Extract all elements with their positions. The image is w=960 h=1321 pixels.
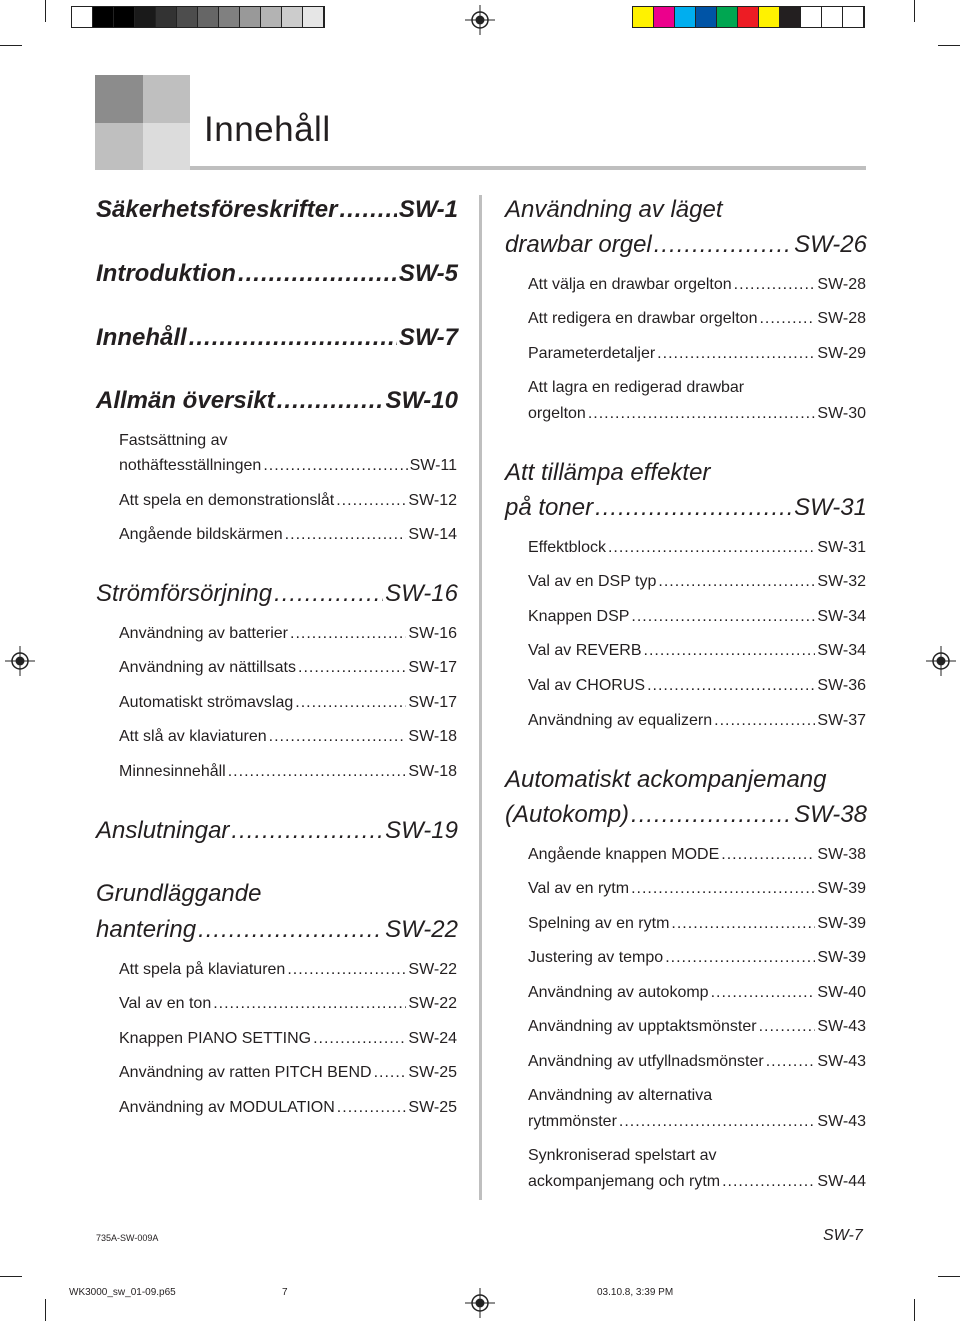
toc-entry-label: Spelning av en rytm: [528, 915, 670, 932]
dot-leader: [631, 801, 792, 829]
toc-heading-label: drawbar orgel: [505, 231, 652, 258]
slug-filename: WK3000_sw_01-09.p65: [69, 1287, 176, 1298]
toc-entry-label: Användning av equalizern: [528, 712, 713, 729]
toc-entry-page: SW-43: [817, 1053, 866, 1070]
dot-leader: [766, 1053, 816, 1071]
toc-entry[interactable]: [119, 457, 457, 475]
toc-heading[interactable]: [505, 494, 867, 522]
registration-mark-icon: [465, 5, 495, 35]
toc-entry[interactable]: [119, 1030, 457, 1048]
toc-heading[interactable]: [96, 196, 458, 224]
dot-leader: [734, 276, 816, 294]
toc-entry[interactable]: [119, 526, 457, 544]
toc-entry-page: SW-16: [408, 625, 457, 642]
crop-mark: [938, 45, 960, 46]
toc-entry-label: Angående bildskärmen: [119, 526, 283, 543]
dot-leader: [189, 324, 397, 352]
toc-entry-label: Val av en DSP typ: [528, 573, 657, 590]
dot-leader: [339, 196, 396, 224]
toc-entry[interactable]: [528, 949, 866, 967]
toc-entry-page: SW-38: [817, 846, 866, 863]
crop-mark: [914, 1299, 915, 1321]
toc-heading-line1: Att tillämpa effekter: [505, 459, 711, 486]
toc-entry-page: SW-34: [817, 642, 866, 659]
toc-entry-page: SW-22: [408, 961, 457, 978]
dot-leader: [608, 539, 815, 557]
toc-heading-page: SW-31: [794, 494, 867, 521]
toc-entry-page: SW-43: [817, 1018, 866, 1035]
dot-leader: [722, 1173, 815, 1191]
toc-entry-label: Knappen DSP: [528, 608, 630, 625]
toc-entry-label: Användning av MODULATION: [119, 1099, 335, 1116]
toc-heading-page: SW-10: [385, 387, 458, 414]
toc-heading-label: på toner: [505, 494, 594, 521]
toc-entry-label: Parameterdetaljer: [528, 345, 656, 362]
toc-entry-label: Användning av nättillsats: [119, 659, 296, 676]
toc-heading-page: SW-22: [385, 916, 458, 943]
swatch: [303, 7, 324, 27]
toc-entry-label: Minnesinnehåll: [119, 763, 226, 780]
page-number: SW-7: [823, 1227, 863, 1244]
dot-leader: [238, 260, 397, 288]
dot-leader: [631, 608, 815, 626]
title-rule: [190, 166, 866, 170]
dot-leader: [285, 526, 407, 544]
swatch: [633, 7, 654, 27]
dot-leader: [228, 763, 407, 781]
toc-entry[interactable]: [119, 492, 457, 510]
toc-entry-page: SW-28: [817, 310, 866, 327]
swatch: [240, 7, 261, 27]
grayscale-calibration-strip: [71, 6, 325, 28]
toc-entry-page: SW-22: [408, 995, 457, 1012]
toc-entry-label: Användning av upptaktsmönster: [528, 1018, 757, 1035]
toc-heading-line1: Användning av läget: [505, 196, 723, 223]
crop-mark: [0, 45, 22, 46]
toc-entry[interactable]: [119, 694, 457, 712]
registration-mark-icon: [465, 1288, 495, 1318]
toc-heading[interactable]: [96, 916, 458, 944]
toc-entry-label: rytmmönster: [528, 1113, 617, 1130]
toc-entry[interactable]: [528, 608, 866, 626]
slug-date: 03.10.8, 3:39 PM: [597, 1287, 674, 1298]
toc-heading-page: SW-19: [385, 817, 458, 844]
toc-heading-label: Säkerhetsföreskrifter: [96, 196, 338, 223]
dot-leader: [374, 1064, 407, 1082]
toc-heading-line1: Automatiskt ackompanjemang: [505, 766, 827, 793]
toc-entry-label: Automatiskt strömavslag: [119, 694, 294, 711]
toc-heading-page: SW-1: [398, 196, 458, 223]
dot-leader: [665, 949, 815, 967]
swatch: [114, 7, 135, 27]
toc-entry-label: Knappen PIANO SETTING: [119, 1030, 312, 1047]
toc-entry-page: SW-43: [817, 1113, 866, 1130]
toc-entry[interactable]: [528, 276, 866, 294]
toc-heading-label: (Autokomp): [505, 801, 630, 828]
toc-entry-label: Justering av tempo: [528, 949, 664, 966]
toc-entry-label: orgelton: [528, 405, 586, 422]
crop-mark: [914, 0, 915, 22]
dot-leader: [313, 1030, 406, 1048]
toc-entry[interactable]: [528, 915, 866, 933]
swatch: [801, 7, 822, 27]
dot-leader: [759, 1018, 816, 1036]
dot-leader: [277, 387, 384, 415]
registration-mark-icon: [926, 646, 956, 676]
toc-entry-label: Val av REVERB: [528, 642, 642, 659]
dot-leader: [231, 817, 383, 845]
swatch: [759, 7, 780, 27]
dot-leader: [336, 492, 406, 510]
swatch: [843, 7, 864, 27]
toc-entry-page: SW-14: [408, 526, 457, 543]
slug-page: 7: [282, 1287, 288, 1298]
dot-leader: [721, 846, 815, 864]
toc-entry-page: SW-44: [817, 1173, 866, 1190]
dot-leader: [658, 573, 815, 591]
toc-heading-label: Introduktion: [96, 260, 236, 287]
crop-mark: [45, 1299, 46, 1321]
swatch: [135, 7, 156, 27]
toc-entry-label: Användning av ratten PITCH BEND: [119, 1064, 372, 1081]
swatch: [261, 7, 282, 27]
toc-entry[interactable]: [528, 642, 866, 660]
toc-entry[interactable]: [119, 961, 457, 979]
toc-heading-label: Anslutningar: [96, 817, 230, 844]
swatch: [738, 7, 759, 27]
dot-leader: [595, 494, 792, 522]
toc-entry-label: Val av CHORUS: [528, 677, 646, 694]
toc-entry[interactable]: [528, 880, 866, 898]
toc-entry-page: SW-25: [408, 1099, 457, 1116]
toc-entry[interactable]: [119, 1099, 457, 1117]
footer-code: 735A-SW-009A: [96, 1233, 159, 1243]
toc-entry-page: SW-25: [408, 1064, 457, 1081]
toc-heading[interactable]: [505, 231, 867, 259]
toc-entry-page: SW-18: [408, 763, 457, 780]
toc-heading[interactable]: [96, 387, 458, 415]
toc-entry-label: nothäftesställningen: [119, 457, 262, 474]
toc-entry-label: Angående knappen MODE: [528, 846, 720, 863]
swatch: [177, 7, 198, 27]
toc-heading-label: Allmän översikt: [96, 387, 275, 414]
toc-entry-page: SW-40: [817, 984, 866, 1001]
toc-entry[interactable]: [528, 1173, 866, 1191]
toc-entry-page: SW-28: [817, 276, 866, 293]
toc-entry[interactable]: [119, 763, 457, 781]
swatch: [72, 7, 93, 27]
toc-entry-page: SW-36: [817, 677, 866, 694]
dot-leader: [631, 880, 815, 898]
toc-entry-page: SW-39: [817, 949, 866, 966]
toc-entry[interactable]: [528, 1113, 866, 1131]
toc-entry-page: SW-32: [817, 573, 866, 590]
crop-mark: [938, 1276, 960, 1277]
toc-entry-page: SW-17: [408, 694, 457, 711]
dot-leader: [287, 961, 406, 979]
toc-entry-page: SW-34: [817, 608, 866, 625]
toc-entry[interactable]: [119, 625, 457, 643]
toc-heading[interactable]: [96, 817, 458, 845]
toc-entry-label: Användning av autokomp: [528, 984, 709, 1001]
toc-entry[interactable]: [528, 677, 866, 695]
toc-entry[interactable]: [119, 1064, 457, 1082]
toc-entry-line1: Synkroniserad spelstart av: [528, 1147, 717, 1164]
swatch: [219, 7, 240, 27]
swatch: [156, 7, 177, 27]
toc-entry-label: Effektblock: [528, 539, 606, 556]
dot-leader: [644, 642, 816, 660]
toc-heading-label: hantering: [96, 916, 197, 943]
toc-entry[interactable]: [119, 659, 457, 677]
dot-leader: [295, 694, 406, 712]
toc-entry[interactable]: [528, 573, 866, 591]
toc-entry[interactable]: [528, 345, 866, 363]
toc-entry[interactable]: [528, 1053, 866, 1071]
toc-entry-label: Att redigera en drawbar orgelton: [528, 310, 758, 327]
dot-leader: [298, 659, 406, 677]
toc-heading-label: Strömförsörjning: [96, 580, 273, 607]
toc-heading-page: SW-38: [794, 801, 867, 828]
swatch: [93, 7, 114, 27]
dot-leader: [337, 1099, 407, 1117]
toc-entry-label: Att spela en demonstrationslåt: [119, 492, 335, 509]
toc-entry-page: SW-31: [817, 539, 866, 556]
dot-leader: [213, 995, 406, 1013]
dot-leader: [657, 345, 815, 363]
crop-mark: [0, 1276, 22, 1277]
toc-entry-line1: Fastsättning av: [119, 432, 228, 449]
dot-leader: [290, 625, 406, 643]
swatch: [282, 7, 303, 27]
toc-heading-page: SW-5: [398, 260, 458, 287]
crop-mark: [45, 0, 46, 22]
toc-entry-line1: Användning av alternativa: [528, 1087, 713, 1104]
toc-entry-page: SW-24: [408, 1030, 457, 1047]
dot-leader: [671, 915, 815, 933]
toc-entry-page: SW-12: [408, 492, 457, 509]
toc-entry-page: SW-18: [408, 728, 457, 745]
dot-leader: [274, 580, 383, 608]
swatch: [198, 7, 219, 27]
toc-heading[interactable]: [96, 324, 458, 352]
header-decoration: [143, 123, 190, 170]
toc-heading-page: SW-26: [794, 231, 867, 258]
toc-entry[interactable]: [119, 995, 457, 1013]
toc-entry-page: SW-11: [409, 457, 457, 474]
toc-entry[interactable]: [528, 984, 866, 1002]
toc-entry[interactable]: [528, 310, 866, 328]
dot-leader: [714, 712, 815, 730]
toc-entry[interactable]: [528, 539, 866, 557]
toc-heading-page: SW-7: [398, 324, 458, 351]
toc-entry[interactable]: [528, 712, 866, 730]
toc-heading[interactable]: [505, 801, 867, 829]
toc-entry-label: Val av en ton: [119, 995, 212, 1012]
swatch: [654, 7, 675, 27]
toc-entry-label: Att slå av klaviaturen: [119, 728, 267, 745]
toc-heading-line1: Grundläggande: [96, 880, 262, 907]
toc-entry-label: Att spela på klaviaturen: [119, 961, 286, 978]
toc-heading[interactable]: [96, 260, 458, 288]
dot-leader: [759, 310, 815, 328]
dot-leader: [619, 1113, 815, 1131]
dot-leader: [198, 916, 383, 944]
swatch: [780, 7, 801, 27]
swatch: [675, 7, 696, 27]
column-divider: [479, 195, 482, 1200]
toc-entry[interactable]: [528, 846, 866, 864]
toc-entry-page: SW-29: [817, 345, 866, 362]
swatch: [696, 7, 717, 27]
toc-heading[interactable]: [96, 580, 458, 608]
toc-entry[interactable]: [528, 1018, 866, 1036]
toc-entry-label: Användning av batterier: [119, 625, 288, 642]
toc-entry-label: ackompanjemang och rytm: [528, 1173, 721, 1190]
page-title: Innehåll: [204, 110, 331, 149]
toc-entry-page: SW-30: [817, 405, 866, 422]
toc-entry[interactable]: [119, 728, 457, 746]
toc-heading-page: SW-16: [385, 580, 458, 607]
color-calibration-strip: [632, 6, 865, 28]
dot-leader: [654, 231, 792, 259]
toc-heading-label: Innehåll: [96, 324, 187, 351]
dot-leader: [269, 728, 407, 746]
dot-leader: [711, 984, 816, 1002]
toc-entry-page: SW-37: [817, 712, 866, 729]
toc-entry-page: SW-39: [817, 880, 866, 897]
header-decoration: [95, 75, 143, 123]
dot-leader: [588, 405, 816, 423]
dot-leader: [263, 457, 407, 475]
toc-entry-label: Val av en rytm: [528, 880, 630, 897]
toc-entry[interactable]: [528, 405, 866, 423]
toc-entry-label: Att välja en drawbar orgelton: [528, 276, 732, 293]
registration-mark-icon: [5, 646, 35, 676]
toc-entry-page: SW-39: [817, 915, 866, 932]
toc-entry-line1: Att lagra en redigerad drawbar: [528, 379, 745, 396]
swatch: [822, 7, 843, 27]
toc-entry-page: SW-17: [408, 659, 457, 676]
toc-entry-label: Användning av utfyllnadsmönster: [528, 1053, 764, 1070]
swatch: [717, 7, 738, 27]
dot-leader: [647, 677, 815, 695]
